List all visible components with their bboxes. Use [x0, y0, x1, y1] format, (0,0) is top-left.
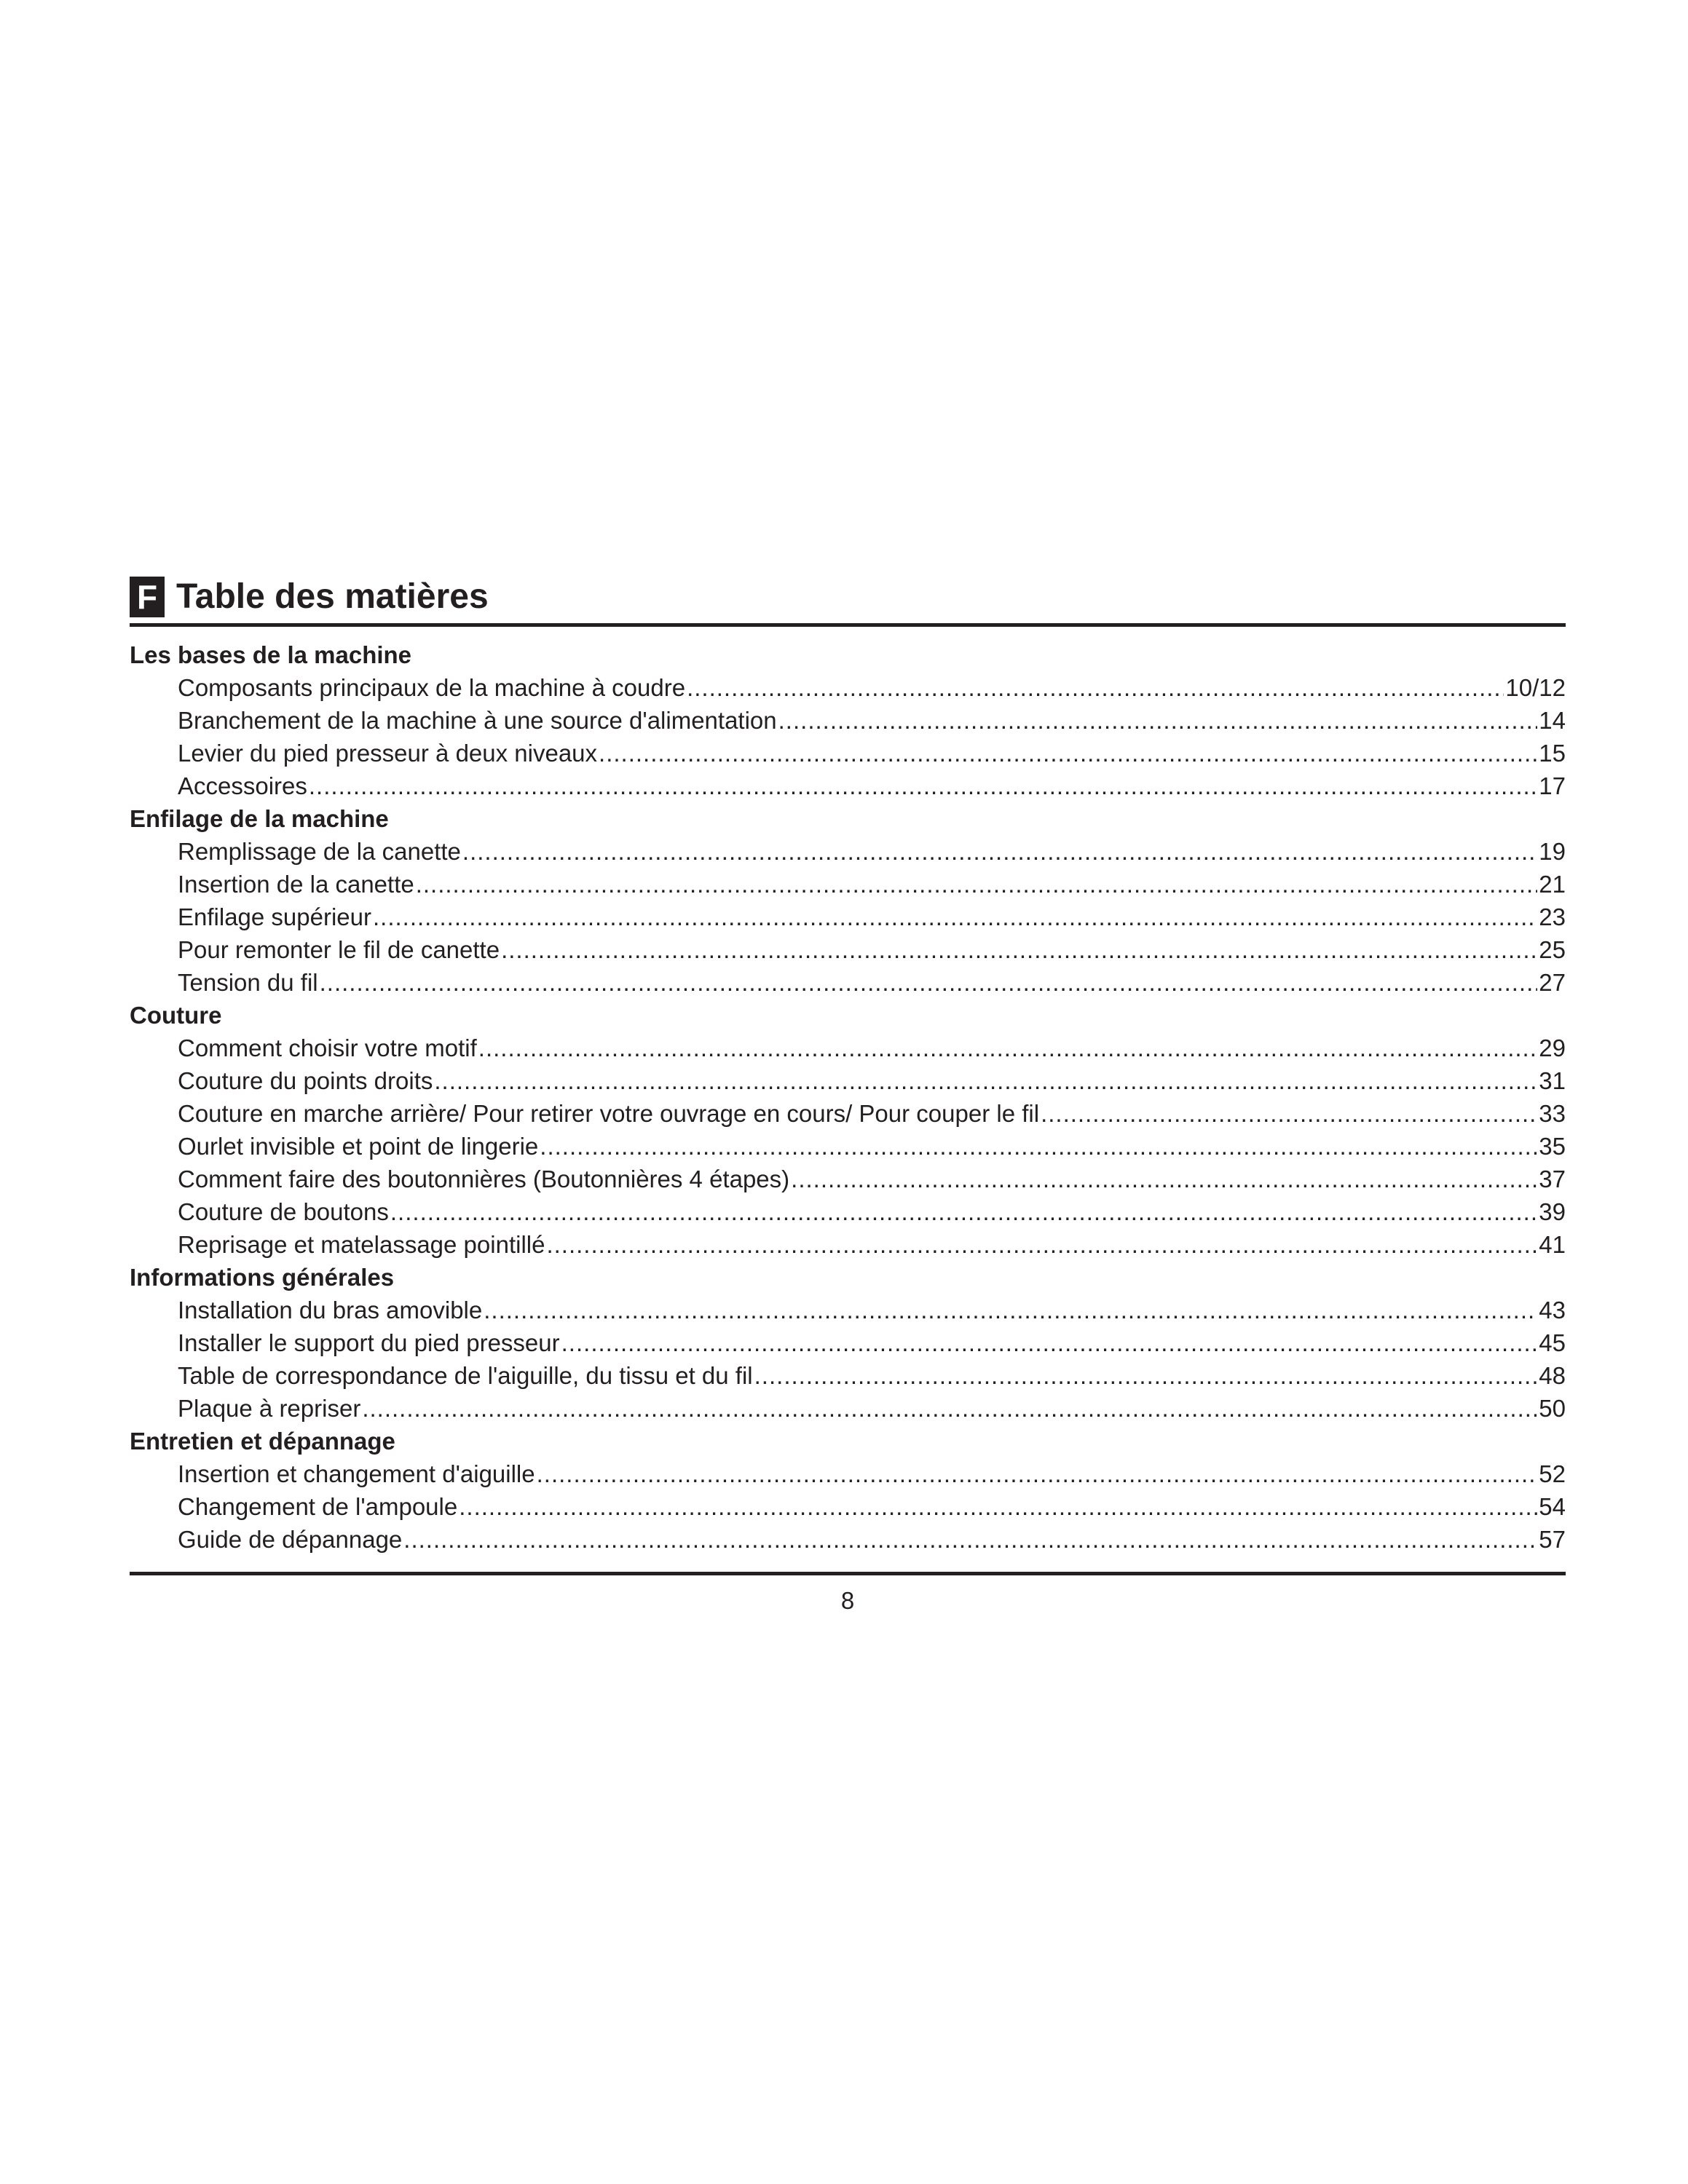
toc-entry-title: Comment choisir votre motif [178, 1034, 477, 1061]
toc-section-heading: Couture [130, 1002, 222, 1029]
toc-page [130, 568, 1566, 1615]
toc-entry-title: Plaque à repriser [178, 1395, 361, 1422]
dot-leader [459, 1490, 1537, 1523]
toc-entry-page: 31 [1539, 1067, 1566, 1094]
toc-entry-page: 17 [1539, 772, 1566, 799]
toc-section-heading: Enfilage de la machine [130, 805, 389, 832]
toc-entry-title: Enfilage supérieur [178, 903, 371, 930]
toc-entry [130, 1064, 1566, 1097]
toc-entry [130, 1523, 1566, 1556]
dot-leader [599, 737, 1537, 769]
toc-section-heading: Informations générales [130, 1264, 395, 1291]
toc-section-heading: Les bases de la machine [130, 641, 412, 668]
toc-entry-title: Remplissage de la canette [178, 838, 461, 865]
toc-entry-title: Insertion et changement d'aiguille [178, 1460, 535, 1487]
dot-leader [403, 1523, 1537, 1556]
toc-entry-page: 25 [1539, 936, 1566, 963]
toc-entry [130, 1097, 1566, 1130]
language-badge: F [130, 577, 165, 617]
toc-entry-title: Insertion de la canette [178, 871, 414, 898]
toc-entry-page: 19 [1539, 838, 1566, 865]
toc-entry-title: Couture en marche arrière/ Pour retirer votre ouvrage en cours/ Pour couper le fil [178, 1100, 1040, 1127]
dot-leader [546, 1228, 1537, 1261]
toc-entry-title: Table de correspondance de l'aiguille, du tissu et du fil [178, 1362, 753, 1389]
toc-entry-title: Ourlet invisible et point de lingerie [178, 1133, 539, 1160]
toc-entry [130, 769, 1566, 802]
toc-entry-title: Comment faire des boutonnières (Boutonnières 4 étapes) [178, 1166, 790, 1192]
toc-entry-page: 52 [1539, 1460, 1566, 1487]
dot-leader [540, 1130, 1537, 1163]
toc-entry-title: Branchement de la machine à une source d'alimentation [178, 707, 777, 734]
toc-entry-page: 15 [1539, 740, 1566, 767]
dot-leader [362, 1392, 1537, 1425]
dot-leader [1041, 1097, 1537, 1130]
toc-entry-page: 43 [1539, 1297, 1566, 1324]
toc-entry-page: 33 [1539, 1100, 1566, 1127]
toc-entry [130, 901, 1566, 933]
dot-leader [791, 1163, 1537, 1195]
toc-entry-title: Couture du points droits [178, 1067, 433, 1094]
toc-entry [130, 1130, 1566, 1163]
toc-entry-page: 23 [1539, 903, 1566, 930]
dot-leader [501, 933, 1537, 966]
table-of-contents [130, 638, 1566, 1556]
toc-entry-page: 39 [1539, 1198, 1566, 1225]
toc-entry-title: Installer le support du pied presseur [178, 1329, 560, 1356]
toc-entry-page: 45 [1539, 1329, 1566, 1356]
toc-entry [130, 1490, 1566, 1523]
dot-leader [373, 901, 1537, 933]
page-title: Table des matières [176, 577, 489, 616]
toc-entry-page: 35 [1539, 1133, 1566, 1160]
toc-entry-page: 37 [1539, 1166, 1566, 1192]
dot-leader [320, 966, 1538, 999]
toc-entry-page: 48 [1539, 1362, 1566, 1389]
dot-leader [537, 1457, 1538, 1490]
toc-entry [130, 737, 1566, 769]
toc-entry-title: Guide de dépannage [178, 1526, 403, 1553]
dot-leader [778, 704, 1538, 737]
toc-entry-title: Couture de boutons [178, 1198, 389, 1225]
toc-entry-page: 50 [1539, 1395, 1566, 1422]
toc-entry [130, 1163, 1566, 1195]
toc-entry [130, 1032, 1566, 1064]
toc-entry-page: 41 [1539, 1231, 1566, 1258]
dot-leader [309, 769, 1537, 802]
toc-entry-title: Installation du bras amovible [178, 1297, 483, 1324]
toc-entry [130, 966, 1566, 999]
title-rule [130, 623, 1566, 627]
toc-section-heading: Entretien et dépannage [130, 1428, 395, 1455]
toc-entry-title: Accessoires [178, 772, 307, 799]
toc-entry-title: Composants principaux de la machine à coudre [178, 674, 686, 701]
toc-entry-page: 10/12 [1505, 674, 1566, 701]
toc-entry-title: Pour remonter le fil de canette [178, 936, 500, 963]
toc-entry [130, 1228, 1566, 1261]
toc-entry-page: 21 [1539, 871, 1566, 898]
toc-entry [130, 868, 1566, 901]
toc-entry [130, 671, 1566, 704]
toc-entry-page: 57 [1539, 1526, 1566, 1553]
toc-entry-page: 29 [1539, 1034, 1566, 1061]
toc-entry-title: Tension du fil [178, 969, 318, 996]
title-row [130, 568, 1566, 617]
toc-entry-title: Reprisage et matelassage pointillé [178, 1231, 545, 1258]
toc-entry [130, 704, 1566, 737]
toc-entry [130, 1195, 1566, 1228]
toc-entry [130, 835, 1566, 868]
page-number: 8 [840, 1587, 855, 1614]
toc-entry [130, 1326, 1566, 1359]
toc-entry [130, 1457, 1566, 1490]
toc-entry-title: Changement de l'ampoule [178, 1493, 458, 1520]
dot-leader [478, 1032, 1538, 1064]
toc-entry-page: 14 [1539, 707, 1566, 734]
dot-leader [687, 671, 1504, 704]
dot-leader [754, 1359, 1538, 1392]
toc-entry [130, 1359, 1566, 1392]
toc-entry [130, 1392, 1566, 1425]
dot-leader [484, 1294, 1537, 1326]
dot-leader [416, 868, 1538, 901]
dot-leader [390, 1195, 1537, 1228]
dot-leader [462, 835, 1537, 868]
toc-entry-page: 27 [1539, 969, 1566, 996]
toc-entry [130, 933, 1566, 966]
dot-leader [434, 1064, 1537, 1097]
dot-leader [561, 1326, 1538, 1359]
toc-entry [130, 1294, 1566, 1326]
bottom-rule [130, 1572, 1566, 1575]
toc-entry-title: Levier du pied presseur à deux niveaux [178, 740, 598, 767]
toc-entry-page: 54 [1539, 1493, 1566, 1520]
